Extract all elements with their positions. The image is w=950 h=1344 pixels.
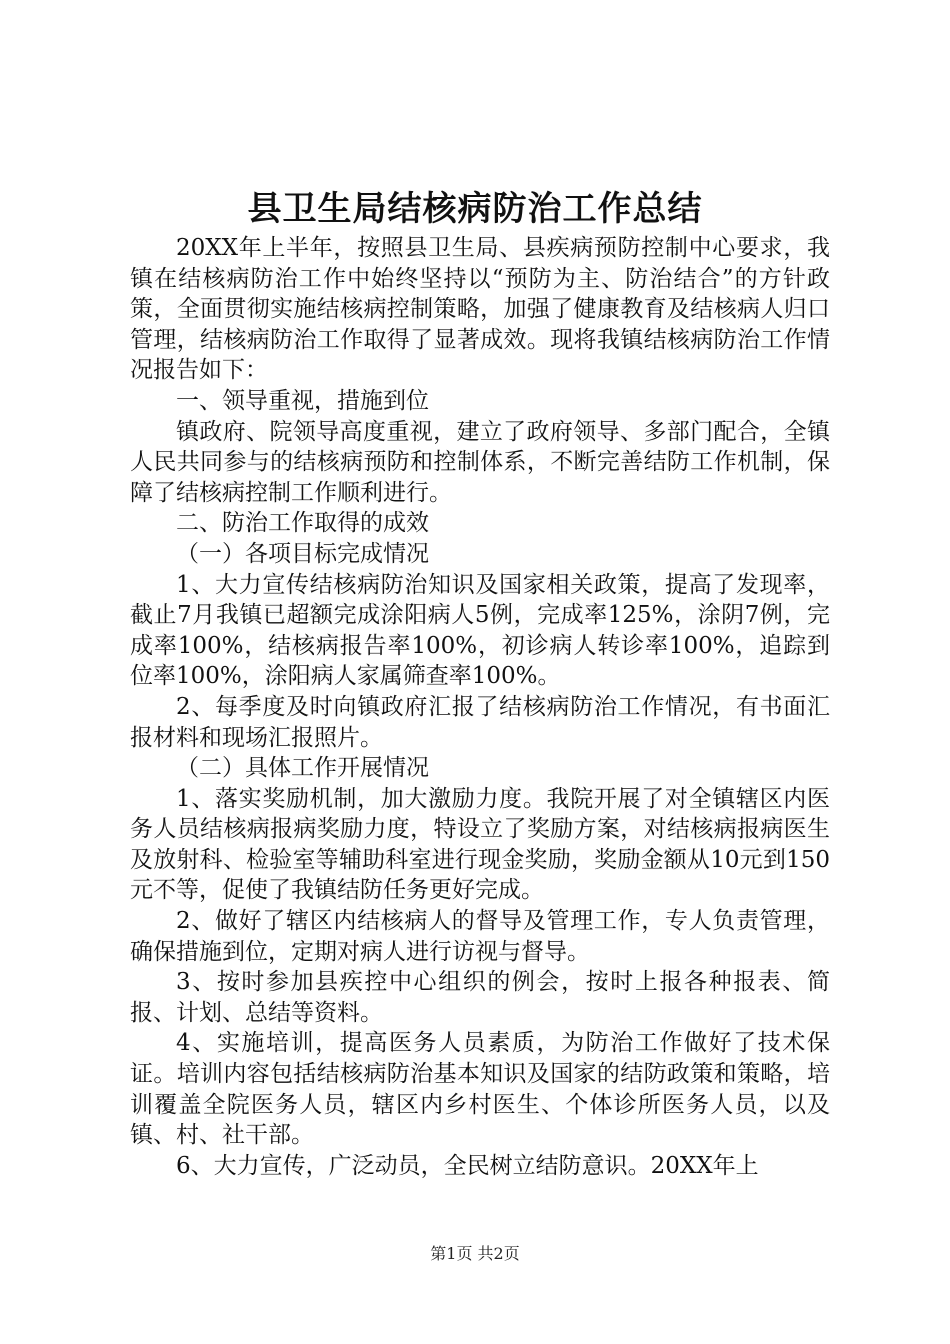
subsection-heading-1: （一）各项目标完成情况 [176,540,429,567]
body-paragraph: 镇政府、院领导高度重视，建立了政府领导、多部门配合，全镇人民共同参与的结核病预防和控制体系，不断完善结防工作机制，保障了结核病控制工作顺利进行。 [130,418,830,506]
body-paragraph: 2、每季度及时向镇政府汇报了结核病防治工作情况，有书面汇报材料和现场汇报照片。 [130,693,830,751]
body-paragraph: 3、按时参加县疾控中心组织的例会，按时上报各种报表、简报、计划、总结等资料。 [130,969,830,1026]
subsection-heading-2: （二）具体工作开展情况 [176,755,429,782]
body-paragraph: 1、大力宣传结核病防治知识及国家相关政策，提高了发现率，截止7月我镇已超额完成涂阳病人5例，完成率125%，涂阴7例，完成率100%，结核病报告率100%，初诊病人转诊率100%，追踪到位率100%，涂阳病人家属筛查率100%。 [130,571,830,690]
document-title: 县卫生局结核病防治工作总结 [247,189,703,229]
body-paragraph: 4、实施培训，提高医务人员素质，为防治工作做好了技术保证。培训内容包括结核病防治基本知识及国家的结防政策和策略，培训覆盖全院医务人员，辖区内乡村医生、个体诊所医务人员，以及镇、村、社干部。 [130,1030,830,1149]
page-number-footer: 第1页 共2页 [430,1244,520,1263]
body-paragraph: 6、大力宣传，广泛动员，全民树立结防意识。20XX年上 [176,1152,759,1179]
body-paragraph: 1、落实奖励机制，加大激励力度。我院开展了对全镇辖区内医务人员结核病报病奖励力度，特设立了奖励方案，对结核病报病医生及放射科、检验室等辅助科室进行现金奖励，奖励金额从10元到150元不等，促使了我镇结防任务更好完成。 [130,785,830,904]
document-body [130,233,830,1181]
section-heading-1: 一、领导重视，措施到位 [176,387,429,414]
section-heading-2: 二、防治工作取得的成效 [176,510,429,537]
body-paragraph: 2、做好了辖区内结核病人的督导及管理工作，专人负责管理，确保措施到位，定期对病人进行访视与督导。 [130,908,830,965]
intro-paragraph: 20XX年上半年，按照县卫生局、县疾病预防控制中心要求，我镇在结核病防治工作中始终坚持以“预防为主、防治结合”的方针政策，全面贯彻实施结核病控制策略，加强了健康教育及结核病人归口管理，结核病防治工作取得了显著成效。现将我镇结核病防治工作情况报告如下： [130,235,830,384]
